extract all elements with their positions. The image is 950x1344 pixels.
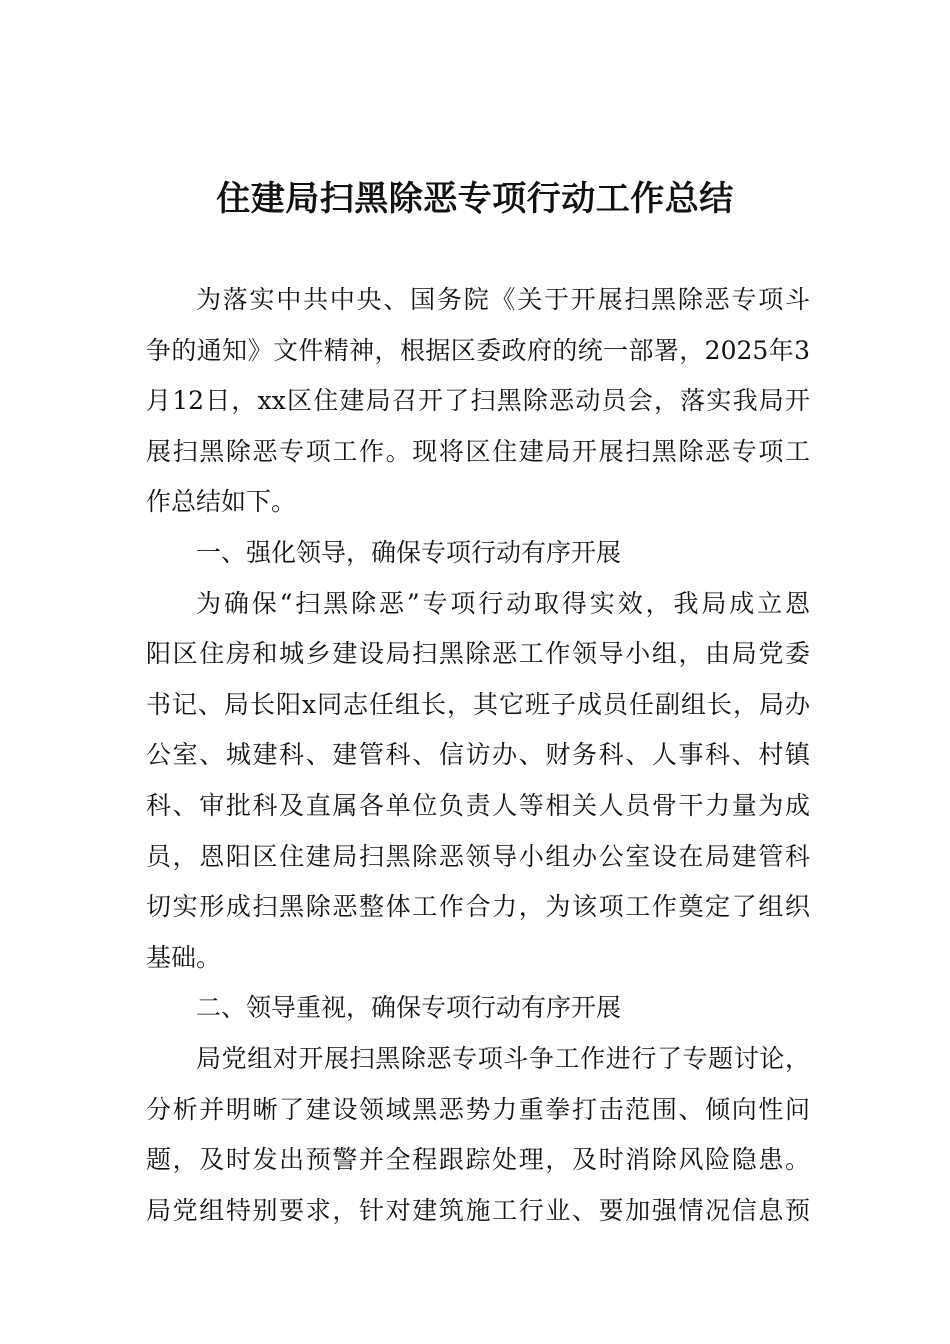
text-line: 分析并明晰了建设领域黑恶势力重拳打击范围、倾向性问 (146, 1094, 810, 1124)
text-line: 书记、局长阳x同志任组长，其它班子成员任副组长，局办 (146, 689, 810, 719)
document-title: 住建局扫黑除恶专项行动工作总结 (216, 179, 734, 219)
text-line: 为落实中共中央、国务院《关于开展扫黑除恶专项斗 (196, 285, 810, 314)
text-line: 题，及时发出预警并全程跟踪处理，及时消除风险隐患。 (146, 1145, 810, 1175)
text-line: 员，恩阳区住建局扫黑除恶领导小组办公室设在局建管科 (146, 841, 810, 871)
text-line: 为确保“扫黑除恶”专项行动取得实效，我局成立恩 (196, 588, 810, 618)
text-line: 科、审批科及直属各单位负责人等相关人员骨干力量为成 (146, 790, 810, 820)
text-line: 一、强化领导，确保专项行动有序开展 (196, 537, 622, 567)
document-body (146, 275, 810, 1236)
text-line: 局党组特别要求，针对建筑施工行业、要加强情况信息预 (146, 1195, 810, 1225)
text-line: 公室、城建科、建管科、信访办、财务科、人事科、村镇 (146, 740, 810, 770)
text-line: 基础。 (146, 942, 222, 972)
text-line: 月12日，xx区住建局召开了扫黑除恶动员会，落实我局开 (146, 386, 810, 416)
text-line: 局党组对开展扫黑除恶专项斗争工作进行了专题讨论， (196, 1043, 810, 1073)
text-line: 阳区住房和城乡建设局扫黑除恶工作领导小组，由局党委 (146, 639, 810, 669)
text-line: 二、领导重视，确保专项行动有序开展 (196, 993, 622, 1023)
text-line: 争的通知》文件精神，根据区委政府的统一部署，2025年3 (146, 335, 810, 365)
text-line: 展扫黑除恶专项工作。现将区住建局开展扫黑除恶专项工 (146, 436, 810, 466)
text-line: 作总结如下。 (146, 487, 297, 517)
text-line: 切实形成扫黑除恶整体工作合力，为该项工作奠定了组织 (146, 892, 810, 922)
